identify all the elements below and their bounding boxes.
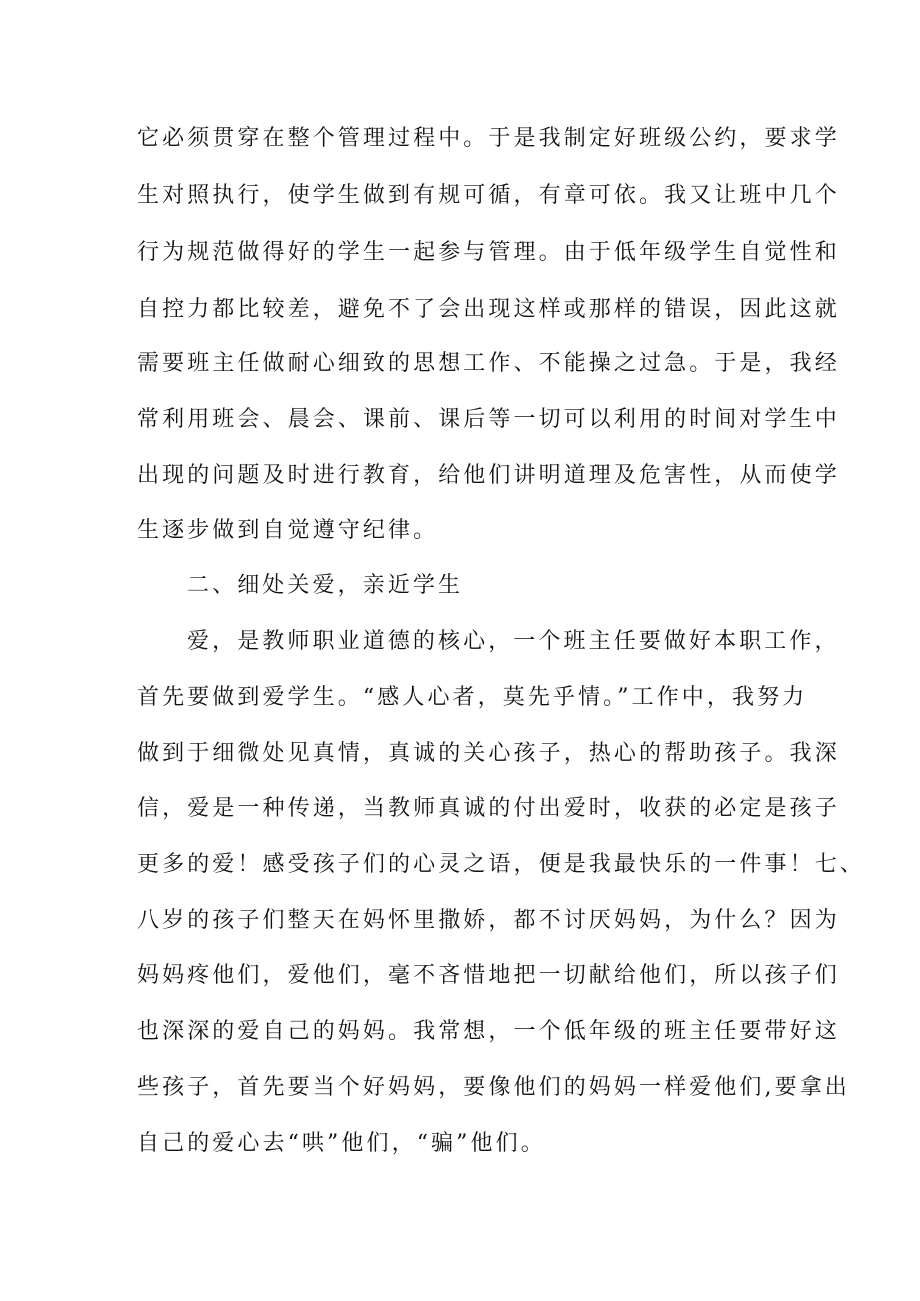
paragraph-1-line-6: 常利用班会、晨会、课前、课后等一切可以利用的时间对学生中 [137,407,840,432]
paragraph-1-line-2: 生对照执行，使学生做到有规可循，有章可依。我又让班中几个 [137,183,840,208]
paragraph-1-line-3: 行为规范做得好的学生一起参与管理。由于低年级学生自觉性和 [137,240,840,265]
paragraph-2-line-2: 首先要做到爱学生。“感人心者，莫先乎情。”工作中，我努力 [137,685,808,710]
paragraph-2-line-1: 爱，是教师职业道德的核心，一个班主任要做好本职工作， [187,629,840,654]
paragraph-2-line-9: 些孩子，首先要当个好妈妈，要像他们的妈妈一样爱他们,要拿出 [137,1075,850,1100]
paragraph-2-line-10: 自己的爱心去“哄”他们，“骗”他们。 [137,1131,546,1156]
paragraph-2-line-5: 更多的爱！感受孩子们的心灵之语，便是我最快乐的一件事！七、 [137,852,865,877]
paragraph-2-line-4: 信，爱是一种传递，当教师真诚的付出爱时，收获的必定是孩子 [137,796,840,821]
section-heading: 二、细处关爱，亲近学生 [187,573,464,598]
paragraph-1-line-5: 需要班主任做耐心细致的思想工作、不能操之过急。于是，我经 [137,351,840,376]
paragraph-1-line-1: 它必须贯穿在整个管理过程中。于是我制定好班级公约，要求学 [137,126,840,151]
paragraph-1-line-4: 自控力都比较差，避免不了会出现这样或那样的错误，因此这就 [137,297,840,322]
paragraph-1-line-8: 生逐步做到自觉遵守纪律。 [137,518,439,543]
paragraph-2-line-7: 妈妈疼他们，爱他们，毫不吝惜地把一切献给他们，所以孩子们 [137,963,840,988]
paragraph-2-line-3: 做到于细微处见真情，真诚的关心孩子，热心的帮助孩子。我深 [137,741,840,766]
paragraph-2-line-8: 也深深的爱自己的妈妈。我常想，一个低年级的班主任要带好这 [137,1019,840,1044]
paragraph-1-line-7: 出现的问题及时进行教育，给他们讲明道理及危害性，从而使学 [137,463,840,488]
paragraph-2-line-6: 八岁的孩子们整天在妈怀里撒娇，都不讨厌妈妈，为什么？因为 [137,908,840,933]
